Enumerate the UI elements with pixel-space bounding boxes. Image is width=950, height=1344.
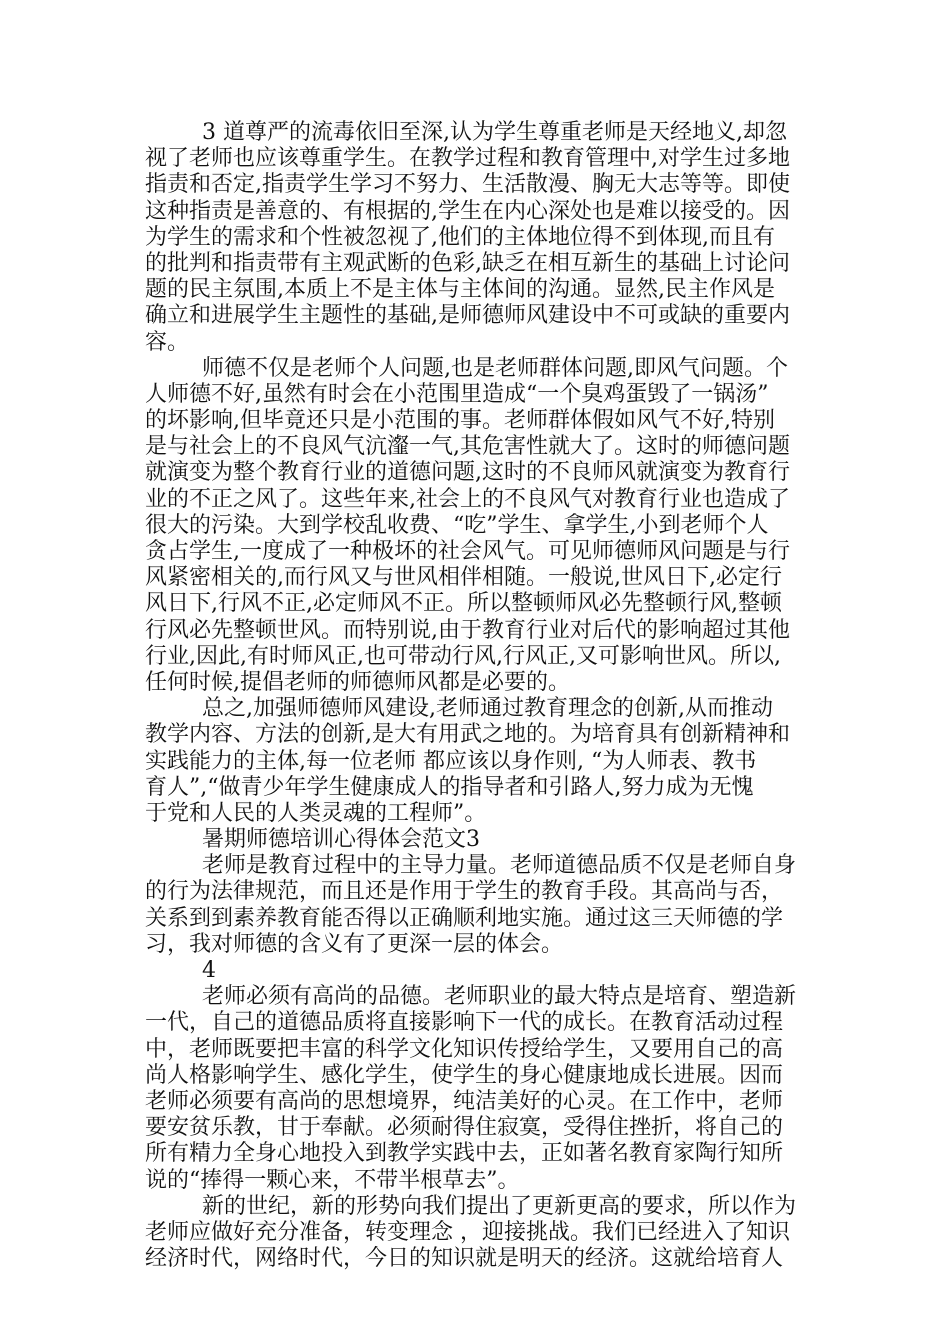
text-line: 3 道尊严的流毒依旧至深,认为学生尊重老师是天经地义,却忽 — [202, 120, 787, 145]
text-line: 说的“捧得一颗心来，不带半根草去”。 — [145, 1167, 520, 1193]
text-line: 的坏影响,但毕竟还只是小范围的事。老师群体假如风气不好,特别 — [145, 408, 775, 434]
text-line: 于党和人民的人类灵魂的工程师”。 — [145, 800, 487, 826]
text-line: 风紧密相关的,而行风又与世风相伴相随。一般说,世风日下,必定行 — [145, 565, 782, 591]
text-line: 4 — [202, 958, 216, 983]
text-line: 老师应做好充分准备，转变理念 ，迎接挑战。我们已经进入了知识 — [145, 1219, 790, 1245]
text-line: 师德不仅是老师个人问题,也是老师群体问题,即风气问题。个 — [202, 355, 788, 381]
text-line: 习，我对师德的含义有了更深一层的体会。 — [145, 931, 564, 957]
document-page — [145, 120, 817, 1272]
text-line: 业的不正之风了。这些年来,社会上的不良风气对教育行业也造成了 — [145, 486, 790, 512]
text-line: 风日下,行风不正,必定师风不正。所以整顿师风必先整顿行风,整顿 — [145, 591, 782, 617]
text-line: 所有精力全身心地投入到教学实践中去，正如著名教育家陶行知所 — [145, 1141, 784, 1167]
text-line: 实践能力的主体,每一位老师 都应该以身作则, “为人师表、教书 — [145, 748, 757, 774]
text-line: 很大的污染。大到学校乱收费、“吃”学生、拿学生,小到老师个人 — [145, 512, 769, 538]
text-line: 任何时候,提倡老师的师德师风都是必要的。 — [145, 669, 570, 695]
text-line: 老师是教育过程中的主导力量。老师道德品质不仅是老师自身 — [202, 853, 797, 879]
text-line: 为学生的需求和个性被忽视了,他们的主体地位得不到体现,而且有 — [145, 224, 775, 250]
text-line: 育人”,“做青少年学生健康成人的指导者和引路人,努力成为无愧 — [145, 774, 754, 800]
text-line: 容。 — [145, 329, 190, 355]
text-line: 教学内容、方法的创新,是大有用武之地的。为培育具有创新精神和 — [145, 722, 790, 748]
text-line: 确立和进展学生主题性的基础,是师德师风建设中不可或缺的重要内 — [145, 303, 790, 329]
text-line: 老师必须要有高尚的思想境界，纯洁美好的心灵。在工作中，老师 — [145, 1088, 784, 1114]
text-line: 要安贫乐教，甘于奉献。必须耐得住寂寞，受得住挫折，将自己的 — [145, 1115, 784, 1141]
text-line: 的批判和指责带有主观武断的色彩,缺乏在相互新生的基础上讨论问 — [145, 250, 790, 276]
text-line: 指责和否定,指责学生学习不努力、生活散漫、胸无大志等等。即使 — [145, 172, 790, 198]
text-line: 题的民主氛围,本质上不是主体与主体间的沟通。显然,民主作风是 — [145, 277, 775, 303]
text-line: 暑期师德培训心得体会范文3 — [202, 827, 480, 853]
text-line: 行风必先整顿世风。而特别说,由于教育行业对后代的影响超过其他 — [145, 617, 790, 643]
text-line: 尚人格影响学生、感化学生，使学生的身心健康地成长进展。因而 — [145, 1062, 784, 1088]
text-line: 行业,因此,有时师风正,也可带动行风,行风正,又可影响世风。所以, — [145, 643, 781, 669]
text-line: 老师必须有高尚的品德。老师职业的最大特点是培育、塑造新 — [202, 984, 797, 1010]
text-line: 新的世纪，新的形势向我们提出了更新更高的要求，所以作为 — [202, 1193, 797, 1219]
text-line: 是与社会上的不良风气沆瀣一气,其危害性就大了。这时的师德问题 — [145, 434, 790, 460]
text-line: 的行为法律规范，而且还是作用于学生的教育手段。其高尚与否， — [145, 879, 784, 905]
text-line: 总之,加强师德师风建设,老师通过教育理念的创新,从而推动 — [202, 696, 773, 722]
text-line: 一代，自己的道德品质将直接影响下一代的成长。在教育活动过程 — [145, 1010, 784, 1036]
text-line: 这种指责是善意的、有根据的,学生在内心深处也是难以接受的。因 — [145, 198, 790, 224]
text-line: 关系到到素养教育能否得以正确顺利地实施。通过这三天师德的学 — [145, 905, 784, 931]
text-line: 经济时代，网络时代，今日的知识就是明天的经济。这就给培育人 — [145, 1246, 784, 1272]
text-line: 中，老师既要把丰富的科学文化知识传授给学生，又要用自己的高 — [145, 1036, 784, 1062]
text-line: 就演变为整个教育行业的道德问题,这时的不良师风就演变为教育行 — [145, 460, 790, 486]
text-line: 贪占学生,一度成了一种极坏的社会风气。可见师德师风问题是与行 — [145, 539, 790, 564]
text-line: 视了老师也应该尊重学生。在教学过程和教育管理中,对学生过多地 — [145, 146, 790, 172]
text-line: 人师德不好,虽然有时会在小范围里造成“一个臭鸡蛋毁了一锅汤” — [145, 381, 769, 407]
